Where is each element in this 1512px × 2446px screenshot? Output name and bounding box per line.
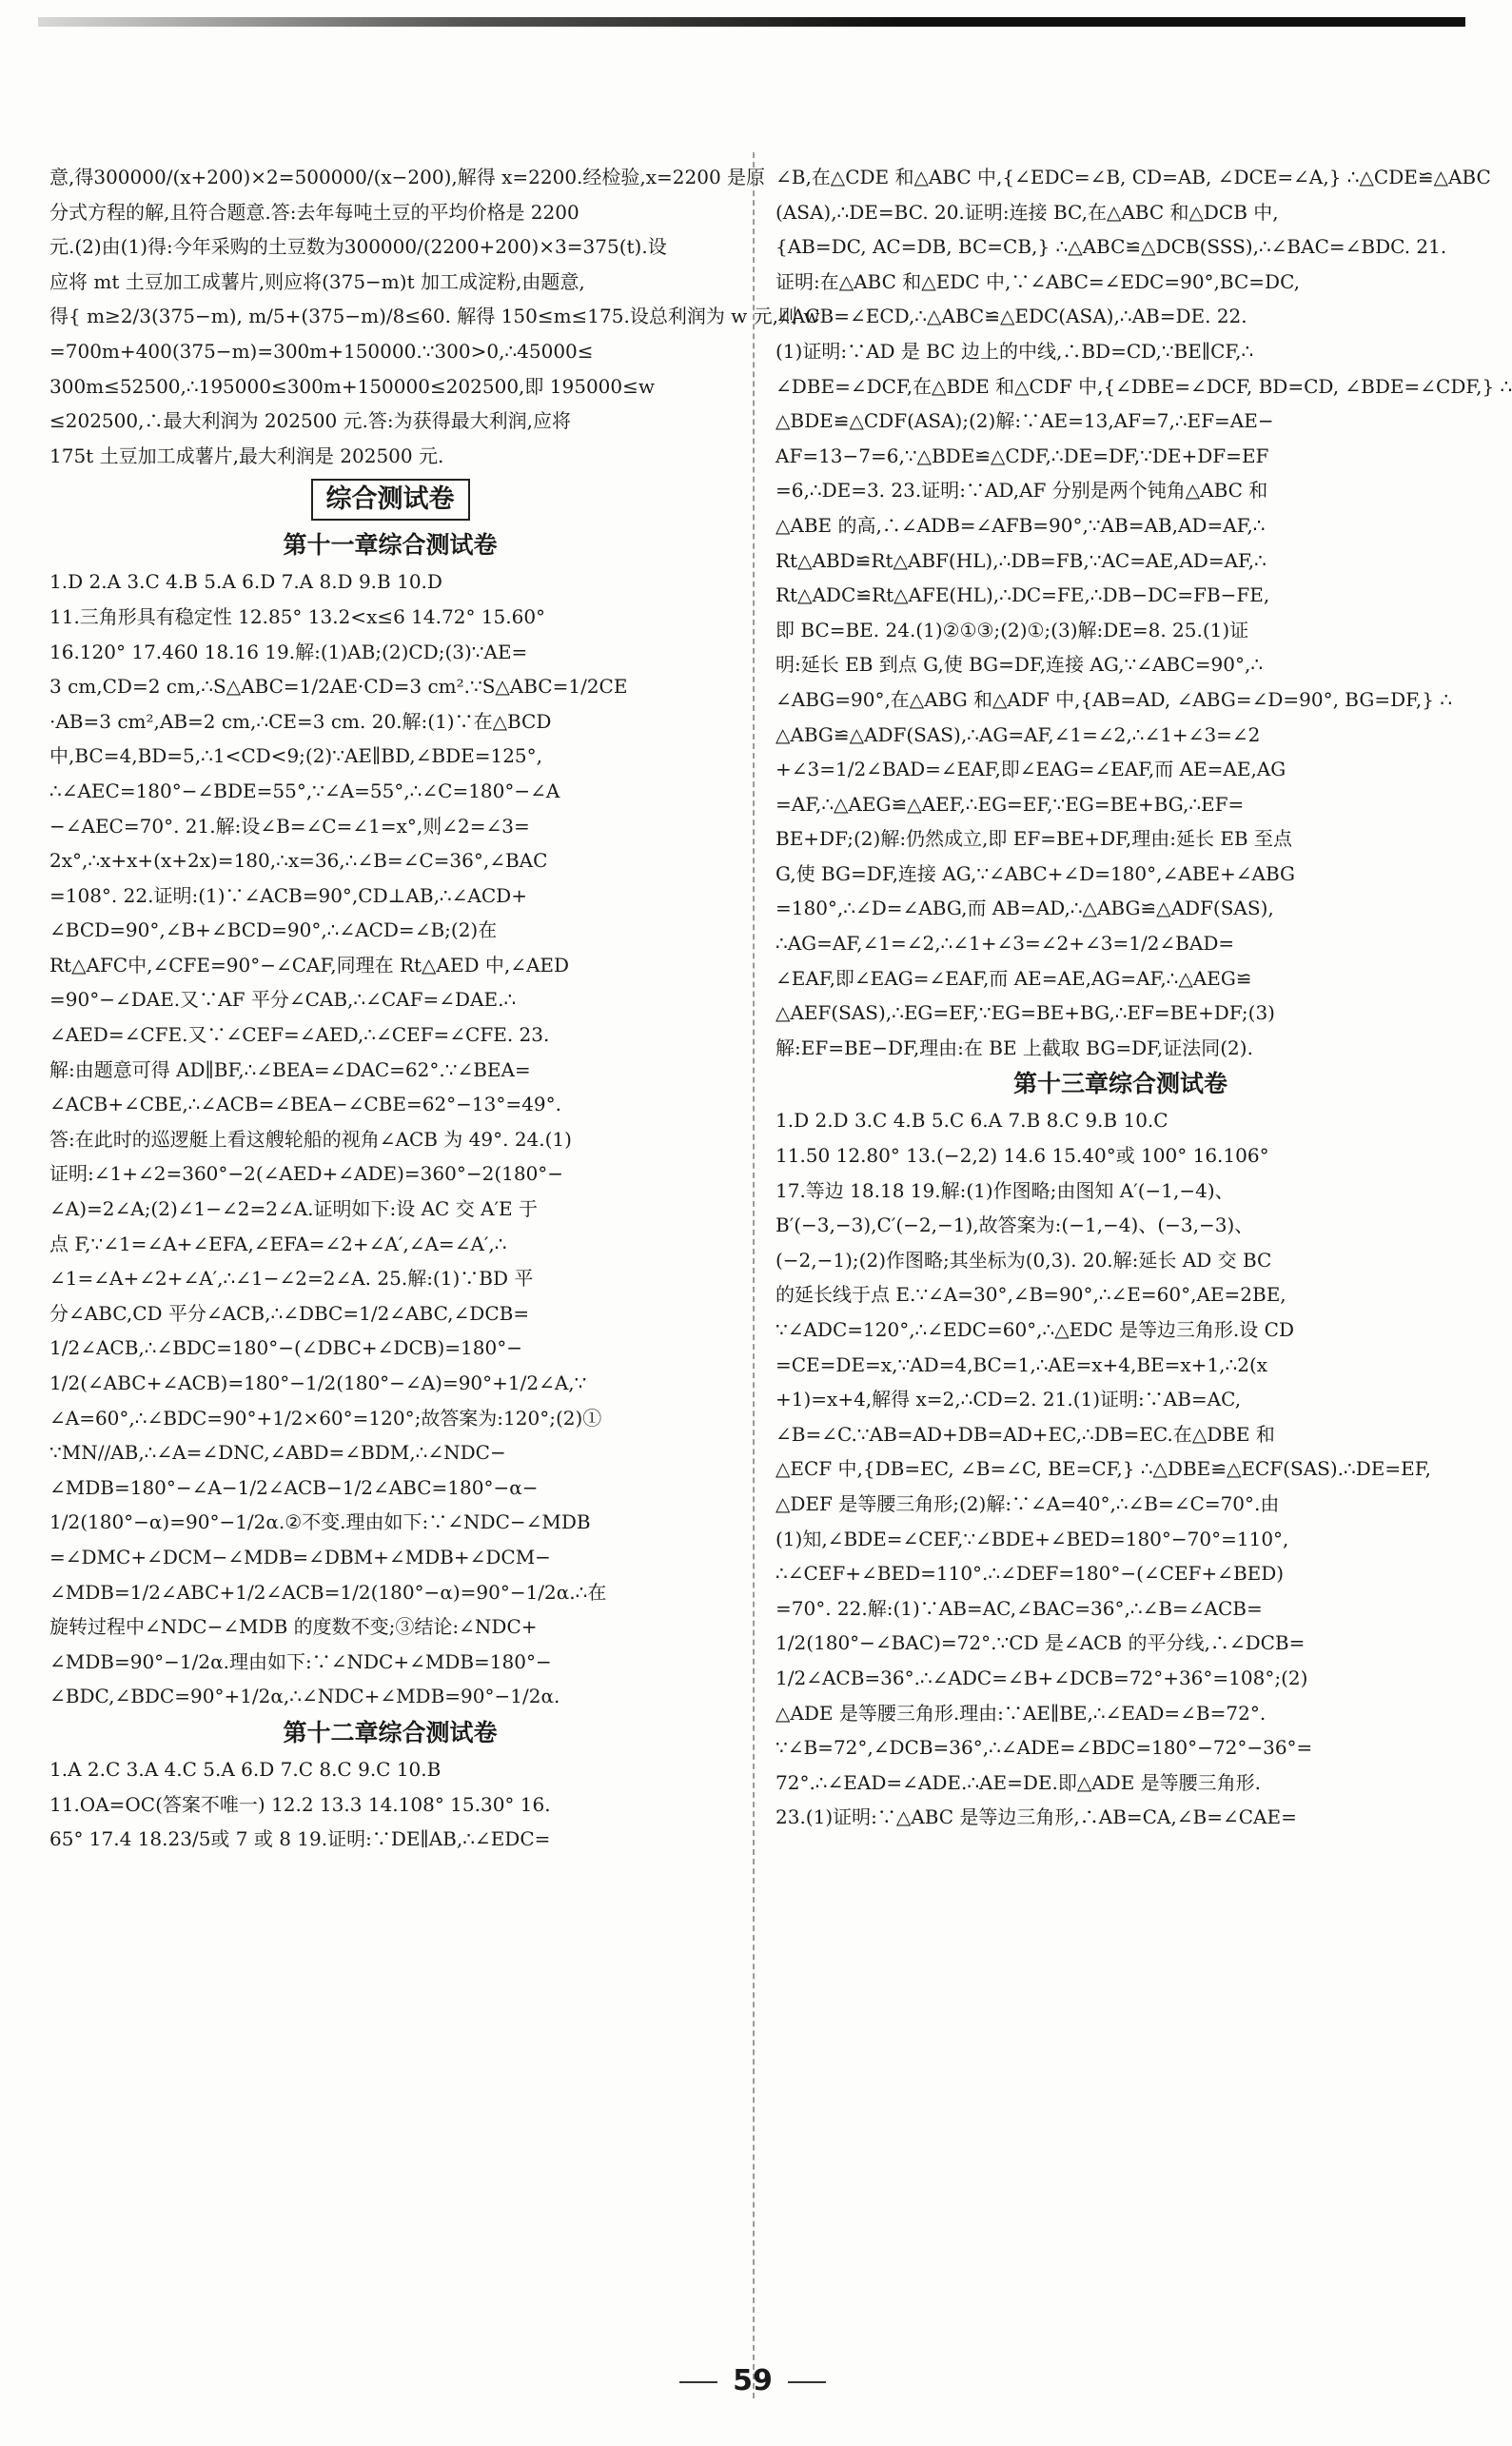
text-line: BE+DF;(2)解:仍然成立,即 EF=BE+DF,理由:延长 EB 至点 bbox=[776, 827, 1292, 851]
text-line: ∴AG=AF,∠1=∠2,∴∠1+∠3=∠2+∠3=1/2∠BAD= bbox=[776, 932, 1235, 956]
text-line: =180°,∴∠D=∠ABG,而 AB=AD,∴△ABG≌△ADF(SAS), bbox=[776, 897, 1274, 920]
chapter-12-answers bbox=[49, 1752, 731, 1857]
text-line: AF=13−7=6,∵△BDE≌△CDF,∴DE=DF,∵DE+DF=EF bbox=[776, 444, 1269, 467]
text-line: (−2,−1);(2)作图略;其坐标为(0,3). 20.解:延长 AD 交 BC bbox=[776, 1248, 1272, 1272]
text-line: (1)知,∠BDE=∠CEF,∵∠BDE+∠BED=180°−70°=110°, bbox=[776, 1527, 1289, 1550]
text-line: 1.A 2.C 3.A 4.C 5.A 6.D 7.C 8.C 9.C 10.B bbox=[49, 1757, 442, 1781]
text-line: 1/2∠ACB=36°.∴∠ADC=∠B+∠DCB=72°+36°=108°;(2) bbox=[776, 1666, 1308, 1689]
text-line: ∠ABG=90°,在△ABG 和△ADF 中,{AB=AD, ∠ABG=∠D=90°, BG=DF,} ∴ bbox=[776, 687, 1453, 711]
text-line: ∠MDB=90°−1/2α.理由如下:∵∠NDC+∠MDB=180°− bbox=[49, 1649, 552, 1673]
chapter-13-title: 第十三章综合测试卷 bbox=[1012, 1070, 1227, 1098]
text-line: 解:EF=BE−DF,理由:在 BE 上截取 BG=DF,证法同(2). bbox=[776, 1036, 1253, 1059]
footer-dash-left bbox=[679, 2381, 717, 2383]
text-line: ∵∠B=72°,∠DCB=36°,∴∠ADE=∠BDC=180°−72°−36°= bbox=[776, 1736, 1313, 1760]
text-line: =90°−∠DAE.又∵AF 平分∠CAB,∴∠CAF=∠DAE.∴ bbox=[49, 988, 517, 1012]
text-line: 1/2(180°−∠BAC)=72°.∵CD 是∠ACB 的平分线,∴∠DCB= bbox=[776, 1631, 1306, 1655]
chapter-13-answers bbox=[776, 1103, 1465, 1834]
text-line: 1.D 2.A 3.C 4.B 5.A 6.D 7.A 8.D 9.B 10.D bbox=[49, 570, 442, 594]
text-line: +1)=x+4,解得 x=2,∴CD=2. 21.(1)证明:∵AB=AC, bbox=[776, 1388, 1242, 1411]
text-line: ∴∠CEF+∠BED=110°.∴∠DEF=180°−(∠CEF+∠BED) bbox=[776, 1562, 1285, 1586]
text-line: 1.D 2.D 3.C 4.B 5.C 6.A 7.B 8.C 9.B 10.C bbox=[776, 1109, 1168, 1133]
text-line: {AB=DC, AC=DB, BC=CB,} ∴△ABC≌△DCB(SSS),∴∠BAC=∠BDC. 21. bbox=[776, 235, 1447, 259]
chapter-12-answers-continued bbox=[776, 160, 1512, 1065]
text-line: △ABE 的高,∴∠ADB=∠AFB=90°,∵AB=AB,AD=AF,∴ bbox=[776, 513, 1266, 537]
text-line: 证明:在△ABC 和△EDC 中,∵∠ABC=∠EDC=90°,BC=DC, bbox=[776, 269, 1301, 293]
text-line: ≤202500,∴最大利润为 202500 元.答:为获得最大利润,应将 bbox=[49, 409, 571, 433]
text-line: 点 F,∵∠1=∠A+∠EFA,∠EFA=∠2+∠A′,∠A=∠A′,∴ bbox=[49, 1232, 507, 1255]
text-line: 1/2(180°−α)=90°−1/2α.②不变.理由如下:∵∠NDC−∠MDB bbox=[49, 1510, 591, 1534]
chapter-11-answers bbox=[49, 564, 731, 1714]
text-line: =108°. 22.证明:(1)∵∠ACB=90°,CD⊥AB,∴∠ACD+ bbox=[49, 883, 527, 907]
text-line: 11.OA=OC(答案不唯一) 12.2 13.3 14.108° 15.30° 16. bbox=[49, 1792, 551, 1816]
text-line: 答:在此时的巡逻艇上看这艘轮船的视角∠ACB 为 49°. 24.(1) bbox=[49, 1127, 572, 1151]
text-line: 1/2∠ACB,∴∠BDC=180°−(∠DBC+∠DCB)=180°− bbox=[49, 1336, 522, 1360]
text-line: =∠DMC+∠DCM−∠MDB=∠DBM+∠MDB+∠DCM− bbox=[49, 1545, 551, 1568]
text-line: +∠3=1/2∠BAD=∠EAF,即∠EAG=∠EAF,而 AE=AE,AG bbox=[776, 758, 1286, 781]
text-line: 3 cm,CD=2 cm,∴S△ABC=1/2AE·CD=3 cm².∵S△ABC=1/2CE bbox=[49, 675, 628, 699]
text-line: =70°. 22.解:(1)∵AB=AC,∠BAC=36°,∴∠B=∠ACB= bbox=[776, 1596, 1263, 1620]
text-line: (1)证明:∵AD 是 BC 边上的中线,∴BD=CD,∵BE∥CF,∴ bbox=[776, 339, 1254, 363]
column-divider bbox=[753, 152, 755, 2398]
text-line: 分∠ABC,CD 平分∠ACB,∴∠DBC=1/2∠ABC,∠DCB= bbox=[49, 1301, 530, 1325]
top-border-rule bbox=[38, 17, 1465, 27]
text-line: ∠AED=∠CFE.又∵∠CEF=∠AED,∴∠CEF=∠CFE. 23. bbox=[49, 1023, 550, 1047]
page-number: 59 bbox=[733, 2364, 773, 2397]
text-line: Rt△ABD≌Rt△ABF(HL),∴DB=FB,∵AC=AE,AD=AF,∴ bbox=[776, 548, 1267, 572]
text-line: ∠EAF,即∠EAG=∠EAF,而 AE=AE,AG=AF,∴△AEG≌ bbox=[776, 966, 1252, 990]
text-line: 11.三角形具有稳定性 12.85° 13.2<x≤6 14.72° 15.60° bbox=[49, 604, 546, 628]
text-line: =700m+400(375−m)=300m+150000.∵300>0,∴45000≤ bbox=[49, 339, 594, 363]
text-line: =AF,∴△AEG≌△AEF,∴EG=EF,∵EG=BE+BG,∴EF= bbox=[776, 792, 1245, 816]
text-line: G,使 BG=DF,连接 AG,∵∠ABC+∠D=180°,∠ABE+∠ABG bbox=[776, 861, 1295, 885]
text-line: 17.等边 18.18 19.解:(1)作图略;由图知 A′(−1,−4)、 bbox=[776, 1178, 1234, 1202]
text-line: −∠AEC=70°. 21.解:设∠B=∠C=∠1=x°,则∠2=∠3= bbox=[49, 814, 530, 838]
text-line: ∠B,在△CDE 和△ABC 中,{∠EDC=∠B, CD=AB, ∠DCE=∠A,} ∴△CDE≌△ABC bbox=[776, 166, 1491, 188]
text-line: △DEF 是等腰三角形;(2)解:∵∠A=40°,∴∠B=∠C=70°.由 bbox=[776, 1491, 1280, 1515]
text-line: Rt△ADC≌Rt△AFE(HL),∴DC=FE,∴DB−DC=FB−FE, bbox=[776, 583, 1270, 607]
text-line: 解:由题意可得 AD∥BF,∴∠BEA=∠DAC=62°.∵∠BEA= bbox=[49, 1057, 531, 1081]
footer-dash-right bbox=[788, 2381, 826, 2383]
text-line: 即 BC=BE. 24.(1)②①③;(2)①;(3)解:DE=8. 25.(1)证 bbox=[776, 618, 1249, 641]
text-line: ∠BCD=90°,∠B+∠BCD=90°,∴∠ACD=∠B;(2)在 bbox=[49, 918, 498, 942]
text-line: 16.120° 17.460 18.16 19.解:(1)AB;(2)CD;(3)∵AE= bbox=[49, 640, 528, 663]
text-line: 23.(1)证明:∵△ABC 是等边三角形,∴AB=CA,∠B=∠CAE= bbox=[776, 1805, 1297, 1829]
chapter-11-title: 第十一章综合测试卷 bbox=[283, 531, 498, 560]
text-line: ∠B=∠C.∵AB=AD+DB=AD+EC,∴DB=EC.在△DBE 和 bbox=[776, 1422, 1275, 1446]
right-column bbox=[776, 160, 1512, 1835]
text-line: 元.(2)由(1)得:今年采购的土豆数为300000/(2200+200)×3=375(t).设 bbox=[49, 235, 667, 259]
text-line: 中,BC=4,BD=5,∴1<CD<9;(2)∵AE∥BD,∠BDE=125°, bbox=[49, 744, 542, 768]
text-line: 的延长线于点 E.∵∠A=30°,∠B=90°,∴∠E=60°,AE=2BE, bbox=[776, 1283, 1286, 1307]
text-line: 72°.∴∠EAD=∠ADE.∴AE=DE.即△ADE 是等腰三角形. bbox=[776, 1770, 1262, 1794]
left-column bbox=[49, 160, 820, 1857]
text-line: 1/2(∠ABC+∠ACB)=180°−1/2(180°−∠A)=90°+1/2∠A,∵ bbox=[49, 1371, 587, 1394]
text-line: △ECF 中,{DB=EC, ∠B=∠C, BE=CF,} ∴△DBE≌△ECF(SAS).∴DE=EF, bbox=[776, 1457, 1431, 1481]
text-line: (ASA),∴DE=BC. 20.证明:连接 BC,在△ABC 和△DCB 中, bbox=[776, 200, 1279, 224]
text-line: 175t 土豆加工成薯片,最大利润是 202500 元. bbox=[49, 444, 444, 467]
text-line: 证明:∠1+∠2=360°−2(∠AED+∠ADE)=360°−2(180°− bbox=[49, 1162, 564, 1186]
text-line: 得{ m≥2/3(375−m), m/5+(375−m)/8≤60. 解得 150≤m≤175.设总利润为 w 元,则 w bbox=[49, 305, 820, 328]
text-line: ∠BDC,∠BDC=90°+1/2α,∴∠NDC+∠MDB=90°−1/2α. bbox=[49, 1685, 560, 1708]
text-line: 分式方程的解,且符合题意.答:去年每吨土豆的平均价格是 2200 bbox=[49, 200, 579, 224]
text-line: 11.50 12.80° 13.(−2,2) 14.6 15.40°或 100° 16.106° bbox=[776, 1144, 1269, 1168]
text-line: =CE=DE=x,∵AD=4,BC=1,∴AE=x+4,BE=x+1,∴2(x bbox=[776, 1352, 1268, 1376]
text-line: ·AB=3 cm²,AB=2 cm,∴CE=3 cm. 20.解:(1)∵在△BCD bbox=[49, 709, 552, 733]
text-line: △ABG≌△ADF(SAS),∴AG=AF,∠1=∠2,∴∠1+∠3=∠2 bbox=[776, 722, 1261, 746]
text-line: ∠ACB+∠CBE,∴∠ACB=∠BEA−∠CBE=62°−13°=49°. bbox=[49, 1093, 561, 1116]
text-line: ∴∠AEC=180°−∠BDE=55°,∵∠A=55°,∴∠C=180°−∠A bbox=[49, 779, 560, 802]
text-line: ∠DBE=∠DCF,在△BDE 和△CDF 中,{∠DBE=∠DCF, BD=CD, ∠BDE=∠CDF,} ∴ bbox=[776, 374, 1512, 398]
chapter-12-title: 第十二章综合测试卷 bbox=[283, 1718, 498, 1746]
text-line: ∠A)=2∠A;(2)∠1−∠2=2∠A.证明如下:设 AC 交 A′E 于 bbox=[49, 1197, 539, 1221]
text-line: △BDE≌△CDF(ASA);(2)解:∵AE=13,AF=7,∴EF=AE− bbox=[776, 409, 1274, 433]
text-line: 明:延长 EB 到点 G,使 BG=DF,连接 AG,∵∠ABC=90°,∴ bbox=[776, 653, 1264, 677]
text-line: 2x°,∴x+x+(x+2x)=180,∴x=36,∴∠B=∠C=36°,∠BAC bbox=[49, 849, 548, 873]
section-title-box bbox=[49, 479, 731, 523]
text-line: ∠ACB=∠ECD,∴△ABC≌△EDC(ASA),∴AB=DE. 22. bbox=[776, 305, 1247, 328]
text-line: ∵MN//AB,∴∠A=∠DNC,∠ABD=∠BDM,∴∠NDC− bbox=[49, 1441, 506, 1465]
text-line: ∠A=60°,∴∠BDC=90°+1/2×60°=120°;故答案为:120°;(2)① bbox=[49, 1406, 602, 1430]
page-number-footer bbox=[0, 2364, 1505, 2397]
text-line: △ADE 是等腰三角形.理由:∵AE∥BE,∴∠EAD=∠B=72°. bbox=[776, 1701, 1267, 1725]
text-line: 65° 17.4 18.23/5或 7 或 8 19.证明:∵DE∥AB,∴∠EDC= bbox=[49, 1827, 551, 1851]
text-line: B′(−3,−3),C′(−2,−1),故答案为:(−1,−4)、(−3,−3)、 bbox=[776, 1213, 1254, 1237]
text-line: 300m≤52500,∴195000≤300m+150000≤202500,即 195000≤w bbox=[49, 374, 655, 398]
text-line: ∠1=∠A+∠2+∠A′,∴∠1−∠2=2∠A. 25.解:(1)∵BD 平 bbox=[49, 1267, 534, 1291]
text-line: ∠MDB=1/2∠ABC+1/2∠ACB=1/2(180°−α)=90°−1/2α.∴在 bbox=[49, 1580, 607, 1604]
text-line: ∠MDB=180°−∠A−1/2∠ACB−1/2∠ABC=180°−α− bbox=[49, 1475, 539, 1499]
text-line: 旋转过程中∠NDC−∠MDB 的度数不变;③结论:∠NDC+ bbox=[49, 1615, 538, 1639]
section-title: 综合测试卷 bbox=[311, 479, 470, 521]
text-line: 意,得300000/(x+200)×2=500000/(x−200),解得 x=2200.经检验,x=2200 是原 bbox=[49, 166, 766, 188]
text-line: 应将 mt 土豆加工成薯片,则应将(375−m)t 加工成淀粉,由题意, bbox=[49, 269, 585, 293]
text-line: ∵∠ADC=120°,∴∠EDC=60°,∴△EDC 是等边三角形.设 CD bbox=[776, 1318, 1294, 1341]
intro-block bbox=[49, 160, 820, 473]
text-line: =6,∴DE=3. 23.证明:∵AD,AF 分别是两个钝角△ABC 和 bbox=[776, 479, 1268, 503]
text-line: △AEF(SAS),∴EG=EF,∵EG=BE+BG,∴EF=BE+DF;(3) bbox=[776, 1001, 1275, 1025]
text-line: Rt△AFC中,∠CFE=90°−∠CAF,同理在 Rt△AED 中,∠AED bbox=[49, 953, 570, 976]
